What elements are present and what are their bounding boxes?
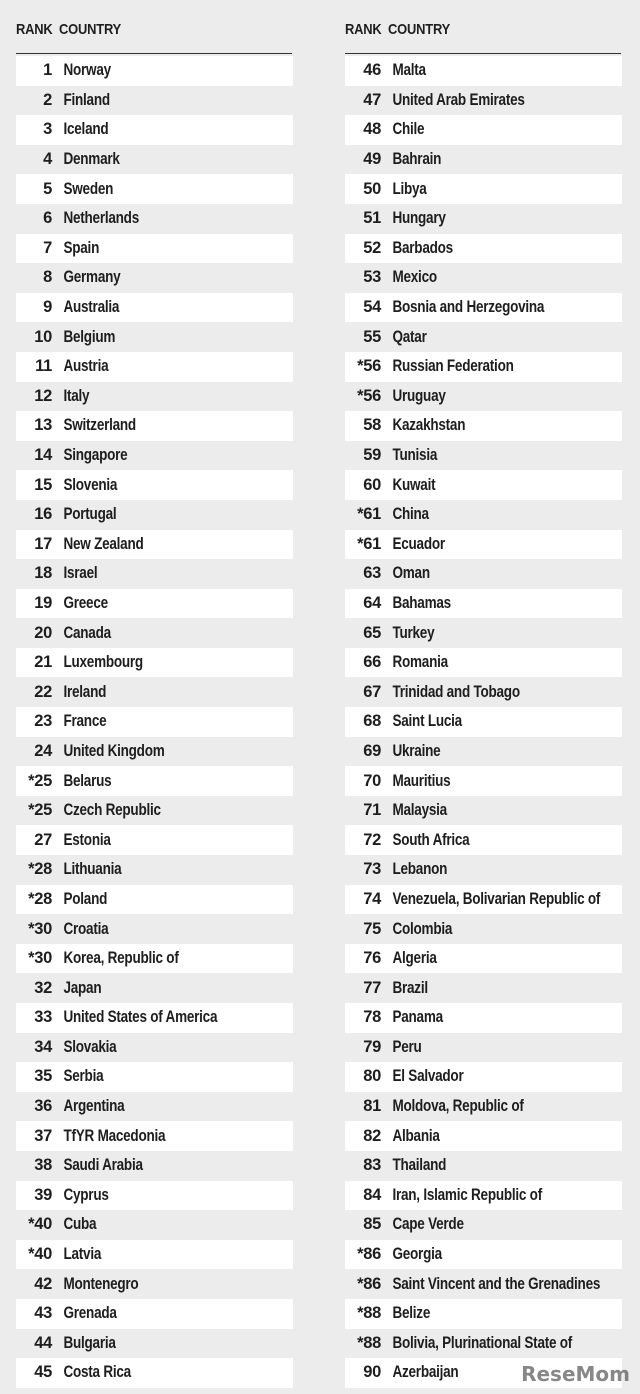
country-cell: Slovakia (63, 1037, 117, 1056)
table-row (16, 470, 293, 500)
country-cell: Mexico (392, 268, 437, 287)
country-cell: Serbia (63, 1067, 104, 1086)
table-row (345, 1329, 622, 1359)
table-row (345, 737, 622, 767)
table-row (345, 1003, 622, 1033)
table-row (16, 234, 293, 264)
rank-cell: 83 (363, 1156, 381, 1175)
country-cell: Netherlands (63, 209, 139, 228)
table-row (345, 1151, 622, 1181)
rank-cell: 50 (363, 179, 381, 198)
country-cell: Argentina (63, 1097, 125, 1116)
country-cell: Kuwait (392, 475, 436, 494)
table-row (16, 382, 293, 412)
watermark-logo: ReseMom (521, 1362, 630, 1386)
rank-cell: 82 (363, 1126, 381, 1145)
rank-cell: 84 (363, 1185, 381, 1204)
country-cell: Trinidad and Tobago (392, 682, 520, 701)
country-cell: Latvia (63, 1245, 102, 1264)
rank-cell: 45 (34, 1363, 52, 1382)
country-cell: Saint Vincent and the Grenadines (392, 1274, 601, 1293)
table-row (345, 766, 622, 796)
table-row (16, 1033, 293, 1063)
table-row (345, 1062, 622, 1092)
rank-cell: *88 (357, 1333, 381, 1352)
country-cell: Albania (392, 1126, 440, 1145)
rank-cell: 10 (34, 327, 52, 346)
table-row (345, 618, 622, 648)
table-row (345, 322, 622, 352)
table-row (16, 677, 293, 707)
table-row (16, 944, 293, 974)
table-row (345, 825, 622, 855)
country-cell: El Salvador (392, 1067, 464, 1086)
table-row (16, 707, 293, 737)
rank-cell: 70 (363, 771, 381, 790)
country-cell: Poland (63, 889, 108, 908)
table-row (16, 618, 293, 648)
country-cell: New Zealand (63, 534, 144, 553)
rank-cell: 77 (363, 978, 381, 997)
rank-cell: 24 (34, 741, 52, 760)
table-row (16, 1062, 293, 1092)
country-cell: Croatia (63, 919, 109, 938)
rank-cell: 13 (34, 416, 52, 435)
table-row (16, 914, 293, 944)
rank-cell: 42 (34, 1274, 52, 1293)
table-row (16, 1210, 293, 1240)
country-cell: Azerbaijan (392, 1363, 459, 1382)
table-row (345, 411, 622, 441)
rank-cell: 7 (43, 238, 52, 257)
table-row (345, 1269, 622, 1299)
country-cell: TfYR Macedonia (63, 1126, 166, 1145)
rank-cell: 1 (43, 61, 52, 80)
table-row (345, 707, 622, 737)
table-row (16, 825, 293, 855)
table-row (345, 885, 622, 915)
table-row (345, 441, 622, 471)
country-cell: Montenegro (63, 1274, 139, 1293)
rank-cell: 46 (363, 61, 381, 80)
table-row (345, 1121, 622, 1151)
rank-cell: *86 (357, 1274, 381, 1293)
table-row (16, 1092, 293, 1122)
country-cell: France (63, 712, 107, 731)
country-cell: Norway (63, 61, 111, 80)
country-cell: Bosnia and Herzegovina (392, 298, 545, 317)
country-cell: Bulgaria (63, 1333, 116, 1352)
table-row (345, 973, 622, 1003)
rank-cell: 27 (34, 830, 52, 849)
table-row (345, 1092, 622, 1122)
table-row (16, 766, 293, 796)
right-table-header (345, 0, 621, 54)
country-cell: Canada (63, 623, 111, 642)
rank-cell: 17 (34, 534, 52, 553)
country-cell: Lebanon (392, 860, 448, 879)
table-row (345, 677, 622, 707)
rank-cell: 32 (34, 978, 52, 997)
table-row (16, 56, 293, 86)
country-cell: Barbados (392, 238, 453, 257)
country-cell: Thailand (392, 1156, 447, 1175)
country-cell: Austria (63, 357, 109, 376)
country-cell: Bahamas (392, 593, 451, 612)
country-column-header: COUNTRY (388, 21, 451, 38)
country-cell: Peru (392, 1037, 422, 1056)
rank-cell: *61 (357, 534, 381, 553)
country-cell: Lithuania (63, 860, 122, 879)
table-row (345, 1181, 622, 1211)
rank-cell: 75 (363, 919, 381, 938)
rank-cell: 19 (34, 593, 52, 612)
rank-cell: 33 (34, 1008, 52, 1027)
rank-column-header: RANK (16, 21, 53, 38)
rank-cell: 3 (43, 120, 52, 139)
table-row (345, 1299, 622, 1329)
table-row (16, 1269, 293, 1299)
rank-cell: 48 (363, 120, 381, 139)
country-cell: United Kingdom (63, 741, 165, 760)
rank-cell: 67 (363, 682, 381, 701)
rank-cell: 49 (363, 150, 381, 169)
country-cell: Korea, Republic of (63, 949, 179, 968)
table-row (345, 263, 622, 293)
table-row (345, 944, 622, 974)
country-cell: Israel (63, 564, 98, 583)
rank-cell: 78 (363, 1008, 381, 1027)
table-row (16, 1181, 293, 1211)
table-row (345, 914, 622, 944)
table-row (16, 411, 293, 441)
table-row (16, 441, 293, 471)
rank-cell: 68 (363, 712, 381, 731)
country-cell: Hungary (392, 209, 446, 228)
rank-cell: 79 (363, 1037, 381, 1056)
country-cell: Turkey (392, 623, 435, 642)
right-table (345, 0, 622, 1388)
rank-cell: *30 (28, 949, 52, 968)
country-cell: Australia (63, 298, 120, 317)
country-cell: Finland (63, 90, 110, 109)
country-cell: Uruguay (392, 386, 446, 405)
rank-cell: 39 (34, 1185, 52, 1204)
country-cell: Russian Federation (392, 357, 514, 376)
country-cell: Saint Lucia (392, 712, 462, 731)
table-row (345, 855, 622, 885)
country-cell: Moldova, Republic of (392, 1097, 524, 1116)
table-row (16, 204, 293, 234)
country-cell: Algeria (392, 949, 437, 968)
rank-cell: 74 (363, 889, 381, 908)
country-cell: Qatar (392, 327, 427, 346)
rank-cell: 85 (363, 1215, 381, 1234)
table-row (16, 500, 293, 530)
table-row (16, 115, 293, 145)
rank-cell: 76 (363, 949, 381, 968)
left-table-header (16, 0, 292, 54)
country-cell: Switzerland (63, 416, 136, 435)
rank-cell: 5 (43, 179, 52, 198)
country-cell: Czech Republic (63, 801, 161, 820)
rank-cell: 55 (363, 327, 381, 346)
rank-column-header: RANK (345, 21, 382, 38)
table-row (16, 352, 293, 382)
rank-cell: 44 (34, 1333, 52, 1352)
table-row (16, 1299, 293, 1329)
rank-cell: *86 (357, 1245, 381, 1264)
table-row (345, 796, 622, 826)
rank-cell: 53 (363, 268, 381, 287)
country-cell: Spain (63, 238, 100, 257)
country-cell: Ukraine (392, 741, 441, 760)
table-row (345, 470, 622, 500)
rank-cell: 20 (34, 623, 52, 642)
rank-cell: 36 (34, 1097, 52, 1116)
country-cell: Singapore (63, 446, 128, 465)
table-row (345, 589, 622, 619)
country-cell: Cape Verde (392, 1215, 464, 1234)
country-cell: Bolivia, Plurinational State of (392, 1333, 573, 1352)
country-cell: Germany (63, 268, 121, 287)
table-row (345, 115, 622, 145)
table-row (345, 174, 622, 204)
rank-cell: 64 (363, 593, 381, 612)
rank-cell: 72 (363, 830, 381, 849)
country-cell: United Arab Emirates (392, 90, 525, 109)
country-cell: Colombia (392, 919, 453, 938)
rank-cell: 23 (34, 712, 52, 731)
table-row (16, 1003, 293, 1033)
rank-cell: 14 (34, 446, 52, 465)
rank-cell: *56 (357, 386, 381, 405)
table-row (16, 1240, 293, 1270)
rank-cell: 43 (34, 1304, 52, 1323)
table-row (16, 885, 293, 915)
table-row (345, 145, 622, 175)
country-cell: Belize (392, 1304, 431, 1323)
country-cell: Japan (63, 978, 102, 997)
rank-cell: *28 (28, 860, 52, 879)
table-row (16, 973, 293, 1003)
rank-cell: 47 (363, 90, 381, 109)
table-row (16, 530, 293, 560)
rank-cell: 52 (363, 238, 381, 257)
right-table-rows (345, 56, 622, 1388)
rank-cell: 11 (35, 357, 52, 376)
country-cell: Malaysia (392, 801, 447, 820)
table-row (16, 1151, 293, 1181)
rank-cell: 38 (34, 1156, 52, 1175)
table-row (16, 648, 293, 678)
rank-cell: 81 (363, 1097, 381, 1116)
table-row (345, 293, 622, 323)
rank-cell: 8 (43, 268, 52, 287)
table-row (16, 737, 293, 767)
table-row (345, 530, 622, 560)
rank-cell: 12 (34, 386, 52, 405)
country-cell: Iran, Islamic Republic of (392, 1185, 542, 1204)
country-cell: Iceland (63, 120, 109, 139)
rank-cell: 37 (34, 1126, 52, 1145)
country-cell: Mauritius (392, 771, 451, 790)
country-cell: Belgium (63, 327, 116, 346)
rank-cell: *25 (28, 801, 52, 820)
country-cell: Georgia (392, 1245, 442, 1264)
rank-cell: *40 (28, 1215, 52, 1234)
table-row (345, 648, 622, 678)
rank-cell: 60 (363, 475, 381, 494)
rank-cell: *61 (357, 505, 381, 524)
country-cell: China (392, 505, 429, 524)
rank-cell: *40 (28, 1245, 52, 1264)
country-cell: Estonia (63, 830, 111, 849)
rank-cell: 21 (34, 653, 52, 672)
rank-cell: 69 (363, 741, 381, 760)
left-table (16, 0, 293, 1388)
rank-cell: 51 (363, 209, 381, 228)
rank-cell: 71 (363, 801, 381, 820)
country-cell: Venezuela, Bolivarian Republic of (392, 889, 601, 908)
left-table-rows (16, 56, 293, 1388)
table-row (16, 1358, 293, 1388)
country-cell: Denmark (63, 150, 120, 169)
table-row (16, 589, 293, 619)
table-row (16, 322, 293, 352)
rank-cell: *25 (28, 771, 52, 790)
country-cell: Belarus (63, 771, 112, 790)
table-row (345, 352, 622, 382)
rank-cell: 66 (363, 653, 381, 672)
table-row (345, 86, 622, 116)
country-column-header: COUNTRY (59, 21, 122, 38)
rank-cell: *56 (357, 357, 381, 376)
table-row (16, 559, 293, 589)
country-cell: Ireland (63, 682, 107, 701)
country-cell: Grenada (63, 1304, 117, 1323)
rank-cell: 59 (363, 446, 381, 465)
rank-cell: 16 (34, 505, 52, 524)
country-cell: Saudi Arabia (63, 1156, 143, 1175)
country-cell: Brazil (392, 978, 428, 997)
country-cell: Greece (63, 593, 108, 612)
country-cell: Panama (392, 1008, 443, 1027)
table-row (345, 1033, 622, 1063)
rank-cell: 4 (43, 150, 52, 169)
country-cell: Chile (392, 120, 425, 139)
table-row (345, 1210, 622, 1240)
rank-cell: 35 (34, 1067, 52, 1086)
country-cell: Sweden (63, 179, 114, 198)
table-row (345, 204, 622, 234)
rank-cell: 2 (43, 90, 52, 109)
rank-cell: 63 (363, 564, 381, 583)
country-cell: Kazakhstan (392, 416, 466, 435)
country-cell: Ecuador (392, 534, 445, 553)
table-row (16, 855, 293, 885)
rank-cell: 18 (34, 564, 52, 583)
table-row (16, 145, 293, 175)
country-cell: Cuba (63, 1215, 97, 1234)
country-cell: Luxembourg (63, 653, 143, 672)
table-row (16, 1329, 293, 1359)
table-row (16, 1121, 293, 1151)
table-row (345, 1240, 622, 1270)
country-cell: Libya (392, 179, 427, 198)
table-row (16, 174, 293, 204)
rank-cell: 15 (34, 475, 52, 494)
table-row (16, 293, 293, 323)
country-cell: Tunisia (392, 446, 438, 465)
country-cell: Slovenia (63, 475, 118, 494)
country-cell: Portugal (63, 505, 117, 524)
table-row (16, 86, 293, 116)
rank-cell: 6 (43, 209, 52, 228)
country-cell: Costa Rica (63, 1363, 131, 1382)
rank-cell: 73 (363, 860, 381, 879)
rank-cell: *88 (357, 1304, 381, 1323)
rank-cell: *30 (28, 919, 52, 938)
country-cell: Cyprus (63, 1185, 109, 1204)
rank-cell: 34 (34, 1037, 52, 1056)
table-row (345, 382, 622, 412)
country-cell: Oman (392, 564, 430, 583)
rank-cell: *28 (28, 889, 52, 908)
table-row (345, 56, 622, 86)
table-row (345, 500, 622, 530)
table-row (16, 796, 293, 826)
country-cell: United States of America (63, 1008, 218, 1027)
country-cell: Malta (392, 61, 426, 80)
rank-cell: 9 (43, 298, 52, 317)
country-cell: South Africa (392, 830, 470, 849)
table-row (345, 559, 622, 589)
rank-cell: 58 (363, 416, 381, 435)
country-cell: Romania (392, 653, 448, 672)
country-cell: Bahrain (392, 150, 442, 169)
table-row (16, 263, 293, 293)
rank-cell: 65 (363, 623, 381, 642)
table-row (345, 234, 622, 264)
rank-cell: 90 (363, 1363, 381, 1382)
rank-cell: 80 (363, 1067, 381, 1086)
rank-cell: 54 (363, 298, 381, 317)
rank-cell: 22 (34, 682, 52, 701)
country-cell: Italy (63, 386, 90, 405)
